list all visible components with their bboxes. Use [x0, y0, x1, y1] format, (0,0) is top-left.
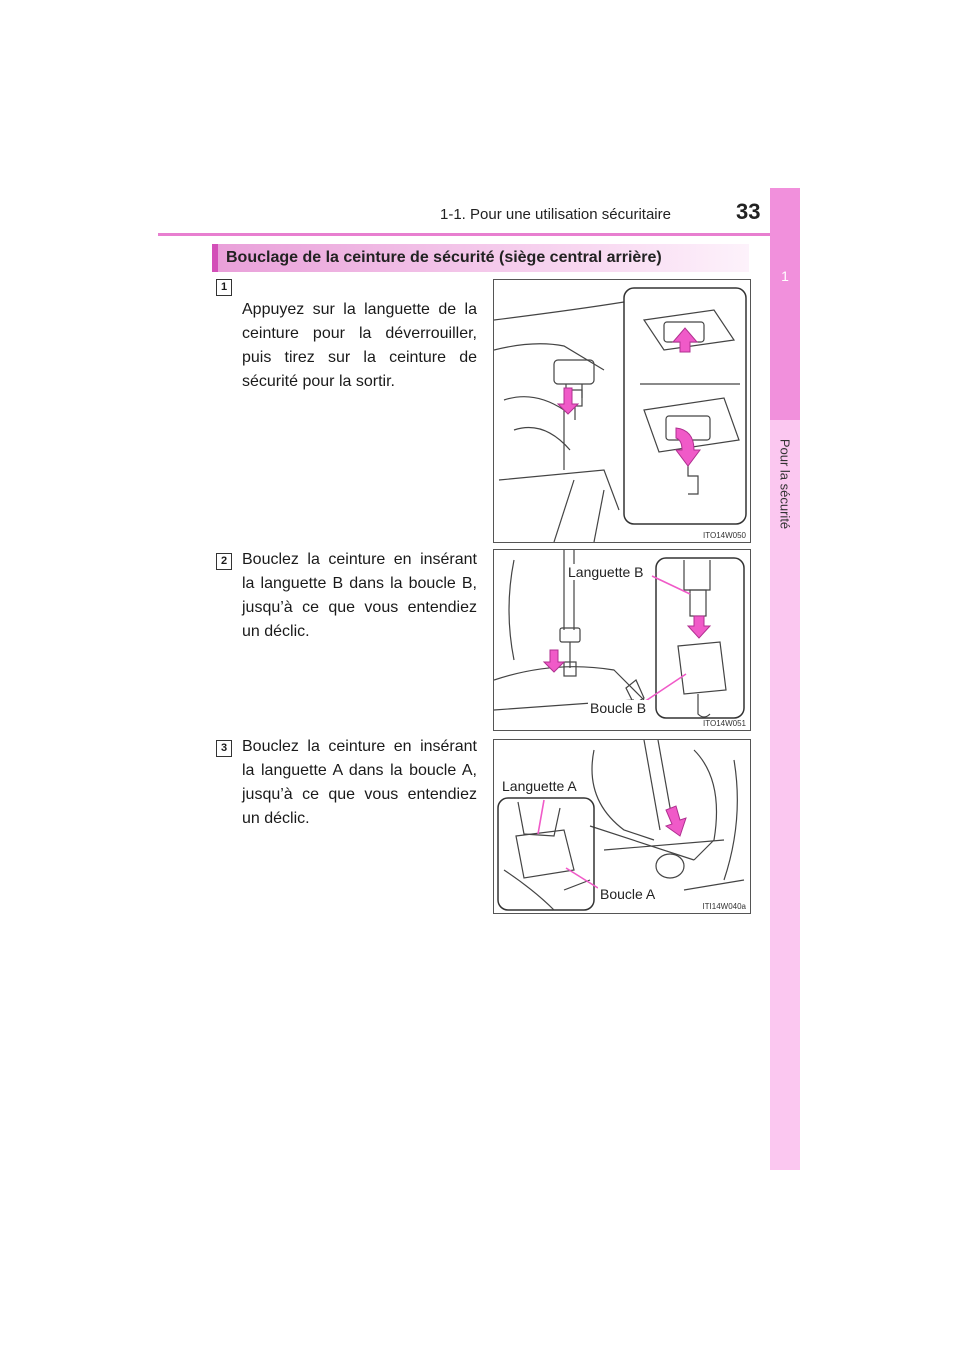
page-number: 33	[736, 199, 761, 224]
section-heading-bar	[212, 244, 749, 272]
figure-code-2: ITO14W051	[703, 719, 746, 728]
step-number-3: 3	[216, 740, 232, 757]
section-title: Bouclage de la ceinture de sécurité (siège central arrière)	[226, 249, 662, 266]
step-text-1: Appuyez sur la languette de la ceinture pour la déverrouiller, puis tirez sur la ceinture de sécurité pour la sortir.	[242, 301, 477, 390]
running-header: 1-1. Pour une utilisation sécuritaire	[440, 206, 671, 223]
figure-step-3	[493, 739, 751, 914]
section-heading-edge	[212, 244, 218, 272]
seat-belt-release-illustration	[494, 280, 750, 542]
callout-tongue-b: Languette B	[568, 564, 644, 580]
callout-buckle-b: Boucle B	[590, 700, 647, 716]
step-number-1: 1	[216, 279, 232, 296]
chapter-number: 1	[781, 268, 789, 284]
callout-buckle-a: Boucle A	[600, 886, 656, 902]
chapter-tab-highlight	[770, 188, 800, 420]
step-text-2: Bouclez la ceinture en insérant la languette B dans la boucle B, jusqu’à ce que vous entendiez un déclic.	[242, 551, 477, 640]
figure-code-3: ITI14W040a	[702, 902, 746, 911]
figure-code-1: ITO14W050	[703, 531, 746, 540]
callout-tongue-a: Languette A	[502, 778, 577, 794]
header-rule	[158, 233, 800, 236]
figure-step-2	[493, 549, 751, 731]
chapter-label: Pour la sécurité	[777, 438, 793, 530]
figure-step-1	[493, 279, 751, 543]
step-text-3: Bouclez la ceinture en insérant la languette A dans la boucle A, jusqu’à ce que vous entendiez un déclic.	[242, 738, 477, 827]
step-number-2: 2	[216, 553, 232, 570]
